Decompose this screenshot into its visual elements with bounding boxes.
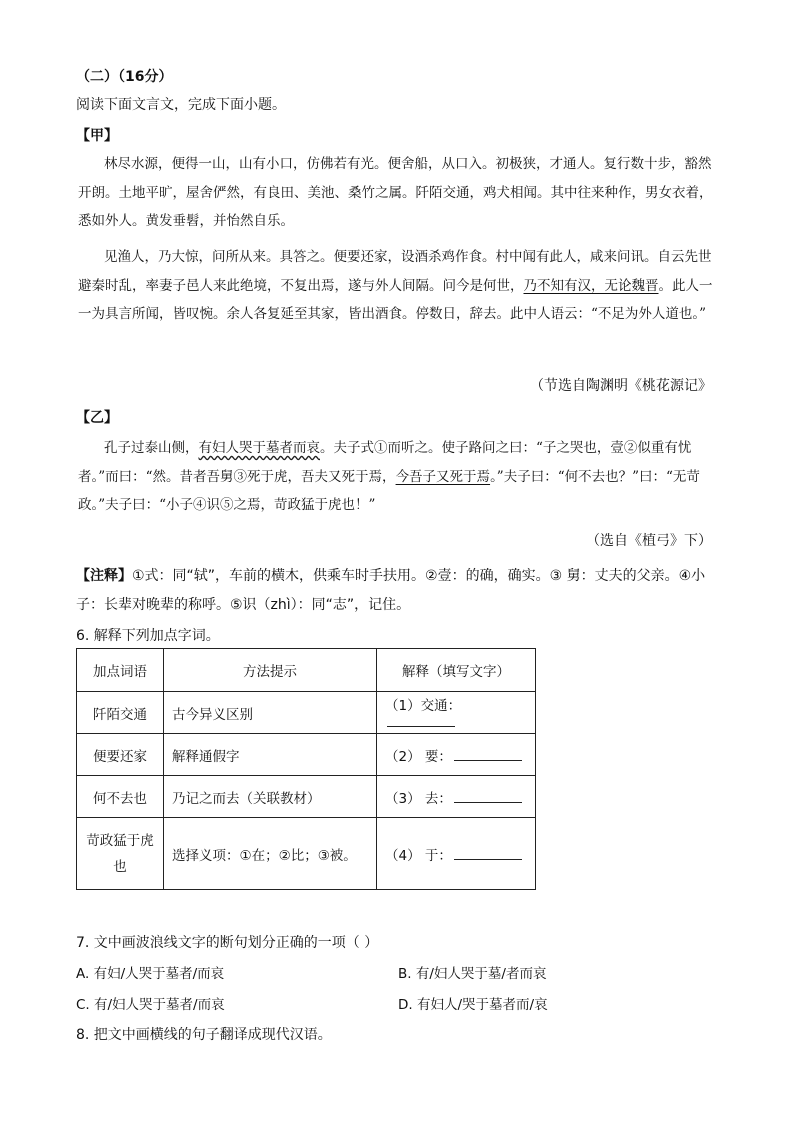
passage-a-p2-text: 见渔人，乃大惊，问所从来。具答之。便要还家，设酒杀鸡作食。村中闻有此人，咸来问讯。自云先世避秦时乱，率妻子邑人来此绝境，不复出焉，遂与外人间隔。问今是何世， — [78, 249, 712, 294]
row-word — [77, 818, 164, 890]
passage-b-underlined-sentence: 今吾子又死于焉 — [395, 468, 491, 485]
header-word: 加点词语 — [77, 649, 164, 692]
table-header-row — [77, 649, 536, 692]
row-answer[interactable] — [377, 776, 536, 818]
notes-line-2: 子：长辈对晚辈的称呼。⑤识（zhì）：同“志”，记住。 — [76, 597, 411, 613]
passage-a-paragraph-2 — [78, 243, 714, 329]
answer-label: （1）交通： — [385, 698, 462, 714]
header-answer: 解释（填写文字） — [377, 649, 536, 692]
table-row — [77, 818, 536, 890]
row-answer[interactable] — [377, 818, 536, 890]
answer-label: （4） 于： — [385, 847, 452, 864]
q7-option-d[interactable]: D. 有妇人/哭于墓者而/哀 — [398, 997, 548, 1013]
answer-blank[interactable] — [454, 847, 522, 860]
row-hint: 解释通假字 — [164, 734, 377, 776]
q7-option-a[interactable]: A. 有妇/人哭于墓者/而哀 — [76, 966, 225, 982]
passage-a-p2-text-end: 。此人一一为具言所闻，皆叹惋。余人各复延至其家，皆出酒食。停数日，辞去。此中人语云：“不足为外人道也。” — [78, 277, 713, 322]
answer-blank[interactable] — [454, 790, 522, 803]
passage-b-text-3: 。”夫子曰：“何不去也？”曰：“无苛政。”夫子曰：“小子④识⑤之焉，苛政猛于虎也！” — [78, 468, 700, 513]
row-word: 阡陌交通 — [77, 692, 164, 734]
passage-a-underlined-sentence: 乃不知有汉，无论魏晋 — [523, 277, 659, 294]
q7-option-b[interactable]: B. 有/妇人哭于墓/者而哀 — [398, 966, 547, 982]
notes-line-1 — [76, 565, 705, 585]
passage-b-text-2: 。夫子式①而听之。使子路问之曰：“子之哭也，壹②似重有忧者。”而曰：“然。昔者吾舅③死于虎，吾夫又死于焉， — [78, 440, 692, 485]
q7-title: 7. 文中画波浪线文字的断句划分正确的一项（ ） — [76, 935, 379, 951]
answer-label: （2） 要： — [385, 748, 452, 765]
row-hint: 选择义项：①在；②比；③被。 — [164, 818, 377, 890]
row-word-line-1: 苛政猛于虎 — [86, 832, 154, 849]
passage-a-paragraph-1: 林尽水源，便得一山，山有小口，仿佛若有光。便舍船，从口入。初极狭，才通人。复行数十步，豁然开朗。土地平旷，屋舍俨然，有良田、美池、桑竹之属。阡陌交通，鸡犬相闻。其中往来种作，男女衣着，悉如外人。黄发垂髫，并怡然自乐。 — [78, 156, 713, 229]
table-row — [77, 776, 536, 818]
row-hint: 乃记之而去（关联教材） — [164, 776, 377, 818]
notes-label: 【注释】 — [76, 568, 132, 584]
row-word: 便要还家 — [77, 734, 164, 776]
q6-table — [76, 648, 536, 890]
passage-b-wavy-sentence: 有妇人哭于墓者而哀 — [198, 440, 320, 456]
row-word-line-2: 也 — [113, 858, 127, 875]
q6-title: 6. 解释下列加点字词。 — [76, 628, 220, 644]
passage-b-paragraph — [78, 434, 714, 520]
notes-text-1: ①式：同“轼”，车前的横木，供乘车时手扶用。②壹：的确，确实。③ 舅：丈夫的父亲。④小 — [132, 568, 706, 584]
answer-blank[interactable] — [454, 748, 522, 761]
passage-b-source: （选自《植弓》下） — [586, 533, 712, 549]
row-answer[interactable] — [377, 692, 536, 734]
q8-title: 8. 把文中画横线的句子翻译成现代汉语。 — [76, 1027, 332, 1043]
row-word: 何不去也 — [77, 776, 164, 818]
row-hint: 古今异义区别 — [164, 692, 377, 734]
answer-blank[interactable] — [387, 714, 455, 727]
table-row — [77, 734, 536, 776]
section-title: （二）（16分） — [76, 69, 173, 85]
q7-option-c[interactable]: C. 有/妇人哭于墓者/而哀 — [76, 997, 225, 1013]
passage-a-label: 【甲】 — [76, 128, 118, 144]
header-hint: 方法提示 — [164, 649, 377, 692]
table-row — [77, 692, 536, 734]
passage-b-label: 【乙】 — [76, 410, 118, 426]
answer-label: （3） 去： — [385, 790, 452, 807]
passage-b-text-1: 孔子过泰山侧， — [104, 440, 199, 456]
row-answer[interactable] — [377, 734, 536, 776]
passage-a-source: （节选自陶渊明《桃花源记》 — [530, 378, 712, 394]
instruction: 阅读下面文言文，完成下面小题。 — [76, 97, 286, 113]
